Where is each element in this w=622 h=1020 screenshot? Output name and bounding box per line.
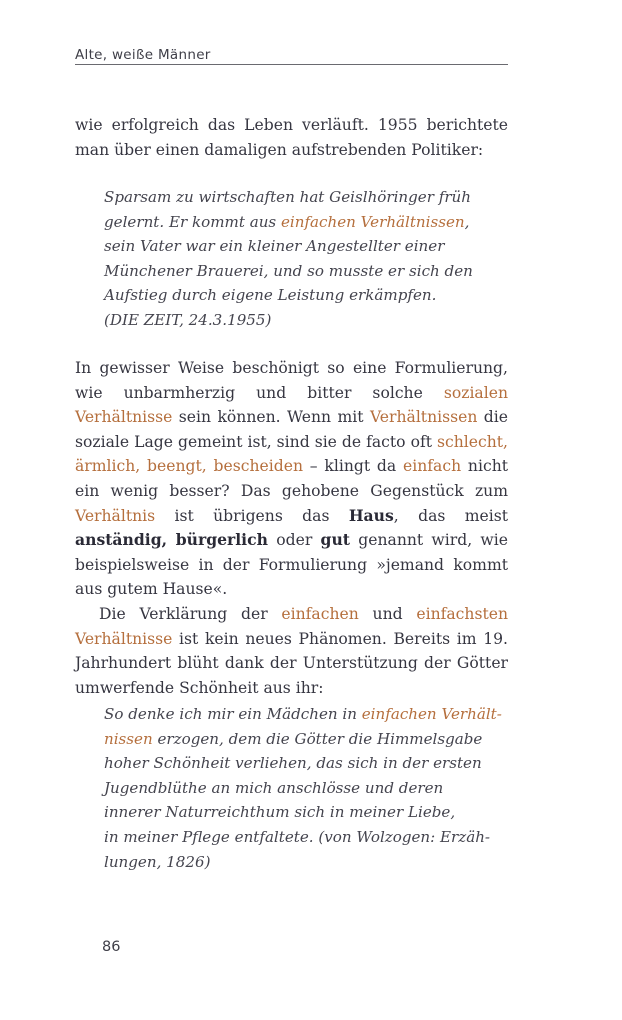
quote-line: innerer Naturreichthum sich in meiner Liebe, bbox=[104, 803, 456, 822]
quote-line: nissen erzogen, dem die Götter die Himmelsgabe bbox=[104, 729, 483, 748]
quote-source: (DIE ZEIT, 24.3.1955) bbox=[104, 310, 272, 329]
highlight-term: sozialen Verhältnisse bbox=[75, 383, 508, 427]
highlight-term: Verhältnis bbox=[75, 506, 156, 525]
body-text bbox=[75, 356, 508, 700]
quote-line: Sparsam zu wirtschaften hat Geislhöringer früh bbox=[104, 188, 471, 206]
quote-zeit bbox=[104, 185, 504, 333]
quote-wolzogen bbox=[104, 702, 504, 874]
highlight-term: einfachen Verhält- bbox=[361, 705, 502, 723]
paragraph-verklaerung: Die Verklärung der einfachen und einfachsten Verhältnisse ist kein neues Phänomen. Bereits im 19. Jahrhundert blüht dank der Unterstützung der Götter umwerfende Schönheit aus ihr: bbox=[75, 604, 509, 697]
quote-line: So denke ich mir ein Mädchen in einfachen Verhält- bbox=[104, 705, 502, 723]
highlight-term: nissen bbox=[104, 729, 153, 748]
highlight-term: einfachen bbox=[281, 604, 359, 623]
highlight-term: einfachen Verhältnissen bbox=[280, 212, 465, 231]
bold-term: Haus bbox=[348, 505, 394, 525]
highlight-term: einfach bbox=[403, 457, 462, 476]
quote-source: lungen, 1826) bbox=[104, 852, 211, 871]
quote-line: Münchener Brauerei, und so musste er sich den bbox=[104, 261, 473, 280]
bold-term: anständig, bürgerlich bbox=[75, 530, 268, 550]
header-rule bbox=[75, 64, 508, 65]
paragraph-formulierung: In gewisser Weise beschönigt so eine Formulierung, wie unbarmherzig und bitter solche sozialen Verhältnisse sein können. Wenn mit Verhältnissen die soziale Lage gemeint ist, sind sie de facto oft schlecht, ärmlich, beengt, bescheiden – klingt da einfach nicht ein wenig besser? Das gehobene Gegenstück zum Verhältnis ist übrigens das Haus, das meist anständig, bürgerlich oder gut genannt wird, wie beispielsweise in der Formulierung »jemand kommt aus gutem Hause«. bbox=[75, 359, 509, 599]
quote-line: hoher Schönheit verliehen, das sich in der ersten bbox=[104, 754, 482, 773]
page-number: 86 bbox=[102, 939, 121, 955]
running-header: Alte, weiße Männer bbox=[75, 47, 211, 63]
bold-term: gut bbox=[320, 530, 350, 550]
highlight-term: einfachsten Verhältnisse bbox=[75, 604, 509, 648]
quote-line: gelernt. Er kommt aus einfachen Verhältnissen, bbox=[104, 212, 470, 231]
highlight-term: schlecht, ärmlich, beengt, bescheiden bbox=[75, 432, 508, 476]
highlight-term: Verhältnissen bbox=[369, 408, 478, 427]
quote-line: Aufstieg durch eigene Leistung erkämpfen. bbox=[104, 286, 437, 305]
quote-line: sein Vater war ein kleiner Angestellter einer bbox=[104, 237, 445, 256]
paragraph-intro: wie erfolgreich das Leben verläuft. 1955 berichtete man über einen damaligen aufstrebenden Politiker: bbox=[75, 116, 508, 159]
quote-line: in meiner Pflege entfaltete. (von Wolzogen: Erzäh- bbox=[104, 827, 491, 846]
quote-line: Jugendblüthe an mich anschlösse und deren bbox=[104, 778, 444, 797]
